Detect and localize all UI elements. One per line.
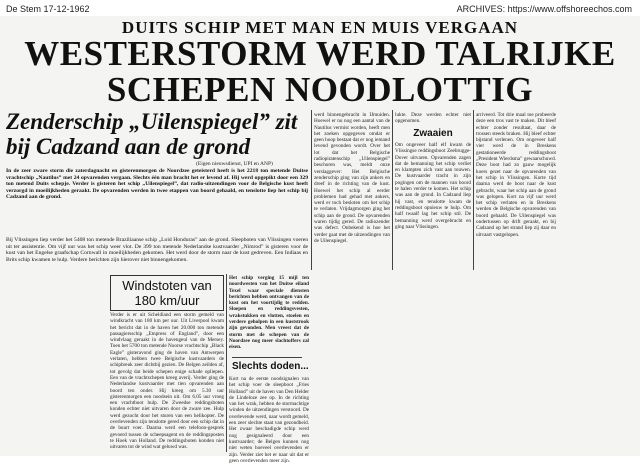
column-divider [226,274,227,452]
second-paragraph: Bij Vlissingen liep verder het 5408 ton metende Braziliaanse schip „Loid Honduras” aan de grond. Sleepboten van Vlissingen voeren uit ter assistentie. Om vijf uur was het schip weer vlot. De 399 ton metende Nederlandse kustvaarder „Nimrod” is gisteren voor de kust van het Engelse graafschap Cornwall in moeilijkheden gekomen. Het werd door de storm naar de kust gedreven. Een Indiaas en Brits schip kwamen te hulp. Verdere berichten zijn hierover niet binnengekomen. [6,237,308,263]
lead-paragraph: In de zeer zware storm die zaterdagnacht en gisterenmorgen de Noordzee geteisterd heeft is het 2218 ton metende Duitse vrachtschip „Nautilus” met 24 opvarenden vergaan. Slechts één man bracht het er levend af. Hij werd opgepikt door een 329 ton metend Duits schepje. Verder is gisteren het schip „Uilenspiegel”, dat radio-uitzendingen voor de Belgische kust heeft verzorgd in moeilijkheden geraakt. De opvarenden werden in twee etappen van boord gehaald, en tenslotte liep het schip bij Cadzand aan de grond. [6,168,308,201]
wind-article-text: Verder is er uit Scheldiand een storm gemeld van windkracht van 180 km per uur. Uit Liverpool kwam het bericht dat in de haven het 20.000 ton metende passagiersschip „Empress of England”, door een windvlaag geraakt in de havengeul van de Mersey. Toen het 5700 ton metende Noorse vrachtschip „Black Eagle” gisteravond ging de haven van Antwerpen verlaten, hebben twee Belgische kustvaarders de schipbreuk zeer dichtbij gezien. De Belgen zeilden af, tot gevolg dat beide schepen enige schade opliepen. Een van de vrachtschepen kreeg averij. Verder ging de Nederlandse kustvaarder met tien opvarenden aan boord ten onder. Hij kreeg om 5.30 uur gisterenmorgen een noodsein uit. Om 6.05 uur vroeg een vrachtboot hulp. De Zweedse reddingsboten konden echter niet uitvaren door de zware zee. Hulp werd gezocht door het sturen van een helikopter. De overlevenden zijn tenslotte gered door een schip dat in de buurt voer. Daarna werd een telefoon-gesprek gevoerd tussen de scheepsagent en de reddingsposten te Hoek van Holland. De reddingsboten konden niet uitvaren tot de wind wat geluwd was. [110,312,224,451]
column-divider-3 [392,110,393,270]
column-5-top-text: lukte. Deze werden echter niet opgenomen. [395,112,471,125]
dead-heading: Slechts doden... [232,361,309,372]
zwaaien-heading: Zwaaien [413,128,453,139]
column-divider-2 [311,110,312,270]
column-6-text: arriveerd. Tot drie maal toe probeerde deze een tros vast te maken. Dit bleef echter zonder resultaat, daar de trossen steeds braken. Hij bleef echter bijstand verlenen. Om ongeveer half vier werd de in Breskens gestationeerde reddingsboot „President Wierdsma” gewaarschuwd. Deze boot had zo gauw mogelijk koers gezet naar de opvarenden van het schip in Vlissingen. Korte tijd daarna werd de boot naar de kust gebracht, waar het schip aan de grond was gelopen. Kort na vijf uur werd het schip verlaten en in Breskens werden de Belgische opvarenden van boord gehaald. De Uilenspiegel was ondertussen op drift geraakt, en bij Cadzand op het strand liep zij daar en uitvaart vastgelopen. [476,112,556,238]
column-5-text: Om ongeveer half elf kwam de Vlissingse reddingsboot Zeebrugge-Dover uitvaren. Opvarenden zagen dat de bemanning het schip verliet en klampten zich vast aan touwen. De kustvaarder tracht in zijn pogingen om de mannen van boord te halen verder te komen. Het schip was aan de grond. In Cadzand liep hij vast, en tenslotte kwam de reddingsboot opnieuw te hulp. Om half twaalf lag het schip stil. De bemanning werd overgebracht en ging naar Vlissingen. [395,142,471,230]
source-label: De Stem 17-12-1962 [6,4,90,14]
byline: (Eigen nieuwsdienst, UPI en ANP) [196,161,273,167]
middle-column-text: Het schip verging 15 mijl ten noordwesten van het Duitse eiland Texel waar speciale diensten berichten hebben ontvangen van de kust om het voortijdig te redden. Sloepen en reddingsvesten, wrakstukken en vlotten, stoelen en verdere geholpen in een kuststrook zijn gevonden. Men vreest dat de storm met de schepen van de Noordzee nog meer slachtoffers zal eisen. [229,275,309,351]
column-4-text: werd binnengebracht in IJmuiden. Hoewel er nu nog een aantal van de Nautilus vermist worden, heeft men het zoeken opgegeven omdat er geen hoop bestaat dat er nog iemand levend gevonden wordt. Over het lot dat het Belgische radiopiratenschip „Uilenspiegel” beschoren was, meldt onze verslaggever: Het Belgische zenderschip ging van zijn ankers en dreef in de richting van de kust. Hoewel het schip al eerder problemen had gehad met ankers, werd er toch besloten om het schip te verlaten. Vrijdagmorgen ging het schip aan de grond. De opvarenden waren tijdig gered. De radiozender was defect. Onbekend is hoe het verder gaat met de uitzendingen van de Uilenspiegel. [314,112,390,244]
section-rule [232,357,302,358]
wind-box [110,275,224,311]
main-headline-line2: SCHEPEN NOODLOTTIG [106,70,534,109]
subheadline-line2: bij Cadzand aan de grond [6,134,251,159]
archive-label: ARCHIVES: https://www.offshoreechos.com [456,4,632,14]
subheadline-line1: Zenderschip „Uilenspiegel” zit [6,109,298,134]
wind-box-line2: 180 km/uur [134,293,200,308]
main-headline-line1: WESTERSTORM WERD TALRIJKE [24,34,616,73]
kicker-headline: DUITS SCHIP MET MAN EN MUIS VERGAAN [121,18,519,37]
wind-box-line1: Windstoten van [122,278,212,293]
dead-article-text: Kort na de eerste noodsignalen van het schip voer de sleepboot „Fries Holland” uit de haven van Den Helder de Lindeloze zee op. In de richting van het wrak, hebben de stormachtige winden de uitzendingen verstoord. De overlevende werd, naar wordt gemeld, een zeer slechte staat van gezondheid. Het zwaar beschadigde schip werd nog gesignaleerd door een kustvaarder; de Belgen kunnen nog niet weten hoeveel overlevenden er zijn. Verder ziet het er naar uit dat er geen overlevenden meer zijn. [229,376,309,464]
column-divider-4 [473,110,474,270]
